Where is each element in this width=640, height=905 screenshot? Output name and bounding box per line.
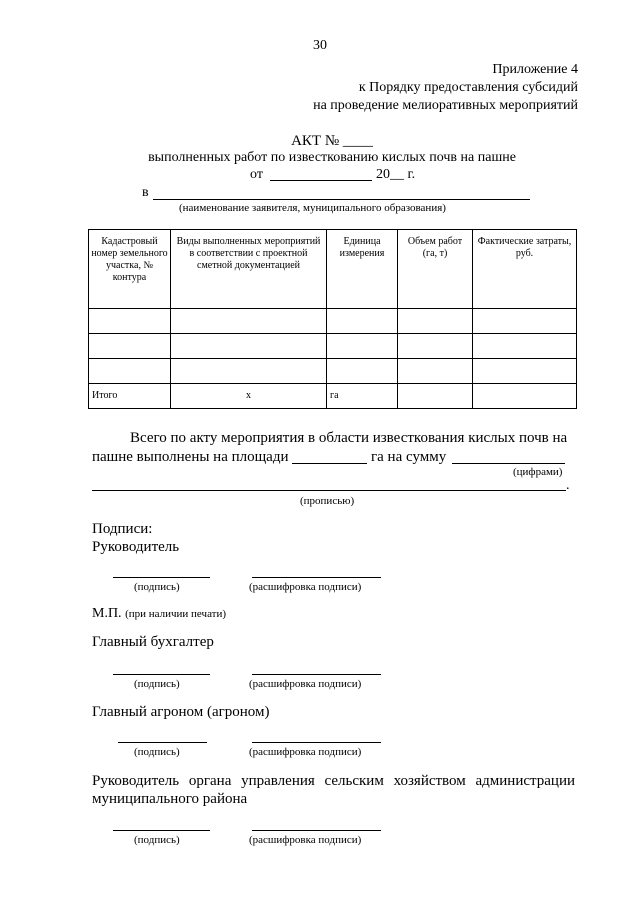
signature-line: [113, 674, 210, 675]
table-row: [89, 359, 577, 384]
signature-line: [113, 830, 210, 831]
signatures-heading: Подписи:: [92, 521, 153, 537]
applicant-blank-line: [153, 199, 530, 200]
decode-caption: (расшифровка подписи): [249, 834, 362, 846]
stamp-label: М.П.: [92, 606, 122, 621]
signatory-agronomist: Главный агроном (агроном): [92, 704, 270, 720]
date-year: 20__ г.: [376, 167, 416, 182]
header-costs: Фактические затраты, руб.: [473, 230, 577, 309]
summary-line-1: Всего по акту мероприятия в области известкования кислых почв на: [130, 430, 568, 446]
table-cell: [89, 359, 171, 384]
signature-caption: (подпись): [134, 746, 180, 758]
summary-area-label: пашне выполнены на площади: [92, 449, 289, 465]
stamp-block: [92, 606, 226, 622]
total-costs: [473, 384, 577, 409]
signature-caption: (подпись): [134, 678, 180, 690]
signatory-head: Руководитель: [92, 539, 180, 555]
table-cell: [473, 359, 577, 384]
table-header-row: [89, 230, 577, 309]
decode-line: [252, 577, 381, 578]
appendix-line-3: на проведение мелиоративных мероприятий: [313, 98, 578, 113]
page-number: 30: [313, 38, 327, 53]
header-cadastral: Кадастровый номер земельного участка, № контура: [89, 230, 171, 309]
table-cell: [89, 309, 171, 334]
sum-words-blank-line: [92, 490, 566, 491]
decode-caption: (расшифровка подписи): [249, 678, 362, 690]
decode-line: [252, 742, 381, 743]
table-cell: [398, 309, 473, 334]
table-cell: [171, 309, 327, 334]
total-unit: га: [327, 384, 398, 409]
signature-caption: (подпись): [134, 581, 180, 593]
total-work-types: х: [171, 384, 327, 409]
act-title: АКТ № ____: [291, 133, 373, 149]
table-cell: [327, 334, 398, 359]
table-cell: [327, 359, 398, 384]
date-blank-line: [270, 180, 372, 181]
header-volume: Объем работ (га, т): [398, 230, 473, 309]
signatory-chief-accountant: Главный бухгалтер: [92, 634, 214, 650]
table-cell: [327, 309, 398, 334]
words-caption: (прописью): [300, 495, 355, 507]
decode-caption: (расшифровка подписи): [249, 581, 362, 593]
appendix-line-2: к Порядку предоставления субсидий: [358, 80, 578, 95]
table-cell: [171, 334, 327, 359]
date-prefix: от: [250, 167, 263, 182]
act-subtitle: выполненных работ по известкованию кислых почв на пашне: [148, 150, 516, 165]
digits-caption: (цифрами): [513, 466, 563, 478]
decode-line: [252, 830, 381, 831]
decode-line: [252, 674, 381, 675]
signature-line: [118, 742, 207, 743]
signatory-admin-head-line-1: Руководитель органа управления сельским хозяйством администрации: [92, 773, 575, 789]
table-cell: [398, 334, 473, 359]
summary-end-dot: .: [566, 478, 570, 493]
table-cell: [171, 359, 327, 384]
total-label: Итого: [89, 384, 171, 409]
table-cell: [89, 334, 171, 359]
table-cell: [473, 309, 577, 334]
table-cell: [473, 334, 577, 359]
works-table: [88, 229, 577, 409]
table-row: [89, 309, 577, 334]
stamp-note: (при наличии печати): [125, 608, 227, 620]
table-cell: [398, 359, 473, 384]
total-volume: [398, 384, 473, 409]
signatory-admin-head-line-2: муниципального района: [92, 791, 248, 807]
appendix-line-1: Приложение 4: [492, 62, 578, 77]
summary-sum-label: га на сумму: [371, 449, 447, 465]
table-row: [89, 334, 577, 359]
decode-caption: (расшифровка подписи): [249, 746, 362, 758]
area-blank-line: [292, 463, 367, 464]
sum-digits-blank-line: [452, 463, 565, 464]
signature-line: [113, 577, 210, 578]
applicant-caption: (наименование заявителя, муниципального образования): [179, 202, 446, 214]
header-unit: Единица измерения: [327, 230, 398, 309]
in-prefix: в: [142, 185, 149, 200]
table-total-row: [89, 384, 577, 409]
header-work-types: Виды выполненных мероприятий в соответствии с проектной сметной документацией: [171, 230, 327, 309]
signature-caption: (подпись): [134, 834, 180, 846]
